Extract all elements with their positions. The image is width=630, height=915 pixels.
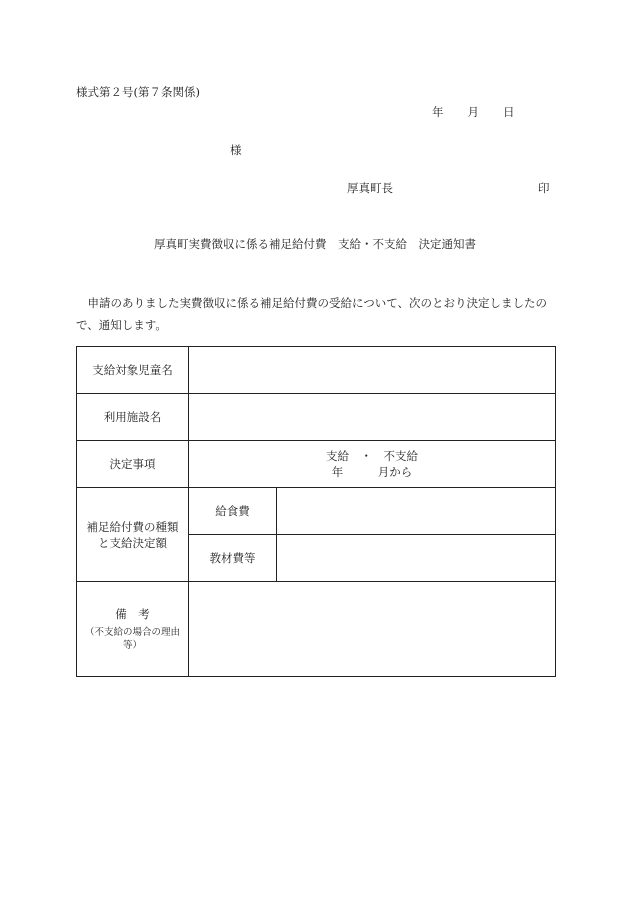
remarks-subtitle-line2: 等） [122, 640, 142, 651]
benefit-type-label [77, 488, 189, 582]
table-row [77, 347, 556, 394]
materials-cost-label: 教材費等 [189, 535, 277, 582]
remarks-label [77, 582, 189, 677]
date-day-label: 日 [503, 105, 515, 119]
form-number: 様式第２号(第７条関係) [76, 85, 200, 99]
document-title: 厚真町実費徴収に係る補足給付費 支給・不支給 決定通知書 [154, 237, 476, 251]
date-line [432, 104, 515, 120]
date-year-label: 年 [432, 105, 444, 119]
decision-options: 支給 ・ 不支給 [326, 449, 418, 463]
benefit-type-label-line1: 補足給付費の種類 [86, 519, 179, 534]
addressee-suffix: 様 [230, 143, 242, 157]
decision-start-date: 年 月から [331, 465, 413, 479]
table-row [77, 394, 556, 441]
child-name-field[interactable] [189, 347, 556, 394]
body-text: 申請のありました実費徴収に係る補足給付費の受給について、次のとおり決定しましたので、通知します。 [76, 296, 548, 332]
facility-label: 利用施設名 [77, 394, 189, 441]
table-row [77, 441, 556, 488]
decision-field[interactable] [189, 441, 556, 488]
remarks-title: 備 考 [115, 607, 150, 621]
facility-field[interactable] [189, 394, 556, 441]
meal-cost-label: 給食費 [189, 488, 277, 535]
materials-cost-field[interactable] [277, 535, 556, 582]
seal-mark: 印 [538, 181, 550, 195]
meal-cost-field[interactable] [277, 488, 556, 535]
table-row [77, 488, 556, 535]
benefit-type-label-line2: と支給決定額 [98, 535, 167, 550]
child-name-label: 支給対象児童名 [77, 347, 189, 394]
issuer-name: 厚真町長 [347, 181, 393, 195]
remarks-field[interactable] [189, 582, 556, 677]
decision-label: 決定事項 [77, 441, 189, 488]
table-row [77, 582, 556, 677]
remarks-subtitle-line1: （不支給の場合の理由 [84, 627, 180, 638]
decision-table [76, 346, 556, 677]
date-month-label: 月 [467, 105, 479, 119]
